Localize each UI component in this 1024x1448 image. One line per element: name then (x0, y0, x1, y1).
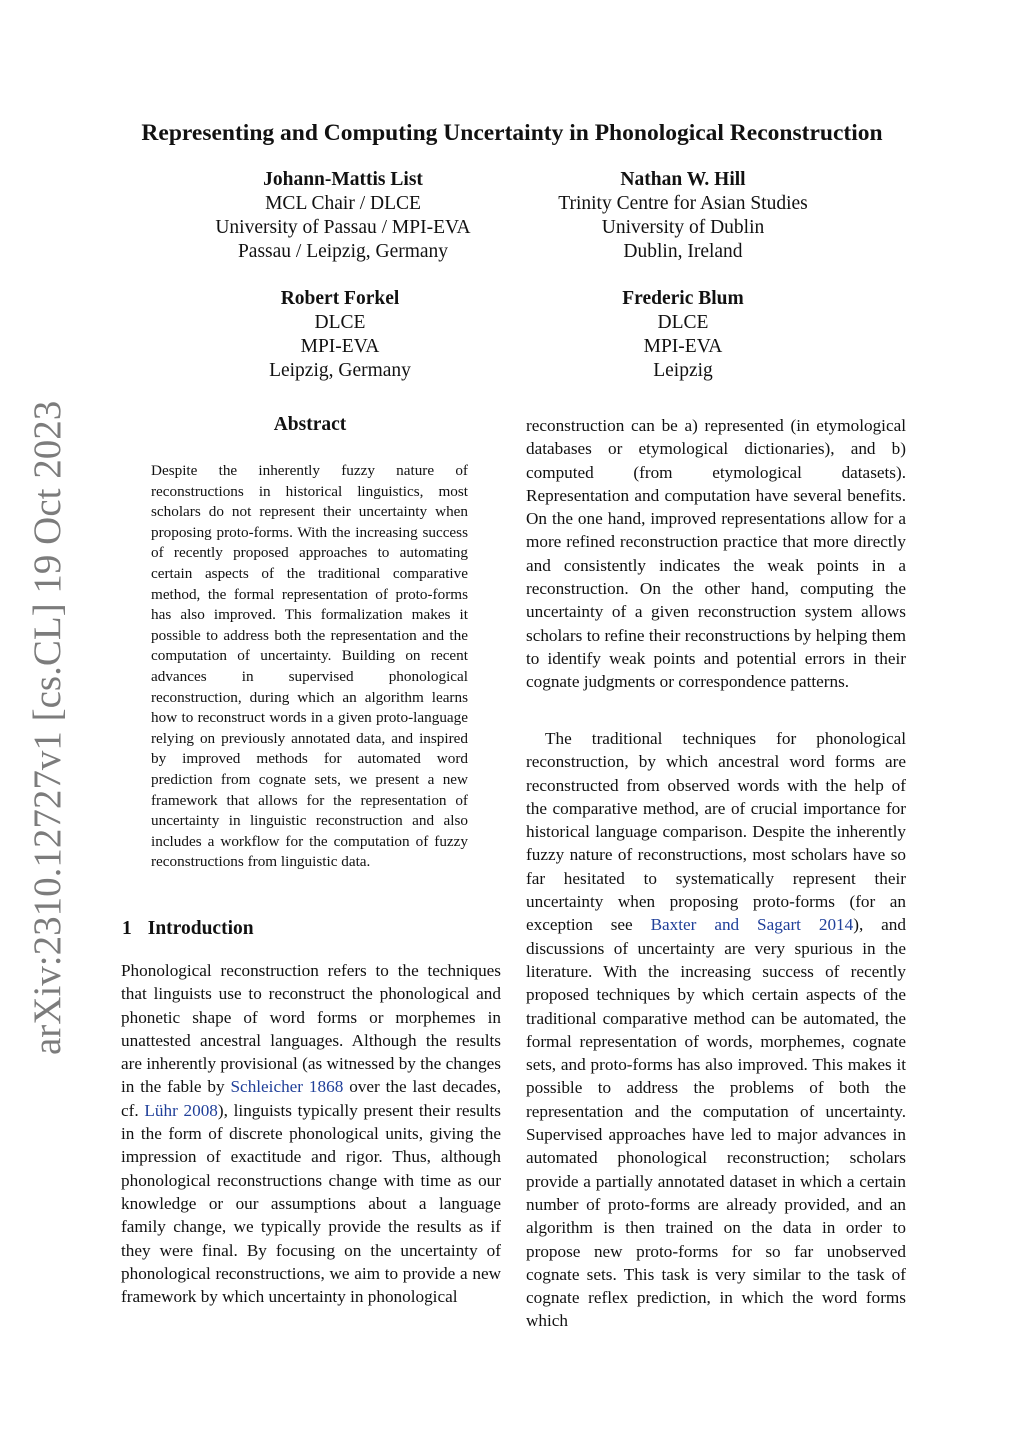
author-affiliation: Dublin, Ireland (623, 241, 743, 262)
author-name: Johann-Mattis List (263, 169, 423, 190)
paragraph-text: The traditional techniques for phonological reconstruction, by which ancestral word forms are reconstructed from observed words with the help of the comparative method, are of crucial importance for historical language comparison. Despite the inherently fuzzy nature of reconstructions, most scholars have so far hesitated to systematically represent their uncertainty when proposing proto-forms (for an exception see (526, 729, 906, 935)
author-affiliation: University of Passau / MPI-EVA (215, 217, 471, 238)
citation-link[interactable]: Lühr 2008 (144, 1100, 218, 1120)
author-affiliation: Leipzig (653, 360, 713, 381)
author-block-list (163, 168, 523, 264)
section-title: Introduction (147, 918, 254, 939)
arxiv-identifier: arXiv:2310.12727v1 [cs.CL] 19 Oct 2023 (26, 400, 69, 1055)
author-name: Frederic Blum (622, 288, 744, 309)
paragraph-text: over the last decades, cf. (121, 1077, 501, 1120)
citation-link[interactable]: Schleicher 1868 (230, 1077, 344, 1097)
author-affiliation: DLCE (314, 312, 366, 333)
right-paragraph-continued: reconstruction can be a) represented (in etymological databases or etymological dictionaries), and b) computed (from etymological datasets). Representation and computation have several benefits. On the one hand, improved representations allow for a more refined reconstruction practice that more directly and consistently indicates the weak points in a reconstruction. On the other hand, computing the uncertainty of a given reconstruction system allows scholars to refine their reconstructions by helping them to identify weak points and potential errors in their cognate judgments or correspondence patterns. (526, 416, 906, 692)
right-paragraph-methods (526, 727, 906, 1333)
author-name: Nathan W. Hill (620, 169, 746, 190)
abstract-text: Despite the inherently fuzzy nature of reconstructions in historical linguistics, most scholars do not represent their uncertainty when proposing proto-forms. With the increasing success of recently proposed approaches to automating certain aspects of the traditional comparative method, the formal representation of proto-forms has also improved. This formalization makes it possible to address both the representation and the computation of uncertainty. Building on recent advances in supervised phonological reconstruction, during which an algorithm learns how to reconstruct words in a given proto-language relying on previously annotated data, and inspired by improved methods for automated word prediction from cognate sets, we present a new framework that allows for the representation of uncertainty in linguistic reconstruction and also includes a workflow for the computation of fuzzy reconstructions from linguistic data. (151, 462, 468, 871)
abstract-heading: Abstract (273, 414, 347, 435)
author-affiliation: MPI-EVA (643, 336, 723, 357)
author-affiliation: Leipzig, Germany (269, 360, 411, 381)
author-affiliation: University of Dublin (601, 217, 765, 238)
author-block-hill (503, 168, 863, 264)
section-heading (122, 918, 254, 940)
section-number: 1 (122, 918, 132, 939)
intro-paragraph (121, 959, 501, 1308)
author-block-blum (503, 287, 863, 383)
citation-link[interactable]: Baxter and Sagart 2014 (650, 915, 854, 935)
author-affiliation: DLCE (657, 312, 709, 333)
author-affiliation: Passau / Leipzig, Germany (237, 241, 449, 262)
paper-title: Representing and Computing Uncertainty in Phonological Reconstruction (141, 120, 883, 146)
author-affiliation: MCL Chair / DLCE (265, 193, 421, 214)
author-affiliation: MPI-EVA (300, 336, 380, 357)
author-block-forkel (160, 287, 520, 383)
author-name: Robert Forkel (280, 288, 400, 309)
paragraph-text: ), linguists typically present their results in the form of discrete phonological units, giving the impression of exactitude and rigor. Thus, although phonological reconstructions change with time as our knowledge or our assumptions about a language family change, we typically provide the results as if they were final. By focusing on the uncertainty of phonological reconstructions, we aim to provide a new framework by which uncertainty in phonological (121, 1100, 501, 1307)
author-affiliation: Trinity Centre for Asian Studies (558, 193, 808, 214)
paragraph-text: ), and discussions of uncertainty are very spurious in the literature. With the increasing success of recently proposed techniques by which certain aspects of the traditional comparative method can be automated, the formal representation of words, morphemes, cognate sets, and proto-forms has also improved. This makes it possible to address the problems of both the representation and the computation of uncertainty. Supervised approaches have led to major advances in automated phonological reconstruction; scholars provide a partially annotated dataset in which a certain number of proto-forms are already provided, and an algorithm is then trained on the data in order to propose new proto-forms for so far unobserved cognate sets. This task is very similar to the task of cognate reflex prediction, in which the word forms which (526, 915, 906, 1331)
paragraph-text: Phonological reconstruction refers to the techniques that linguists use to reconstruct the phonological and phonetic shape of word forms or morphemes in unattested ancestral languages. Although the results are inherently provisional (as witnessed by the changes in the fable by (121, 961, 501, 1097)
